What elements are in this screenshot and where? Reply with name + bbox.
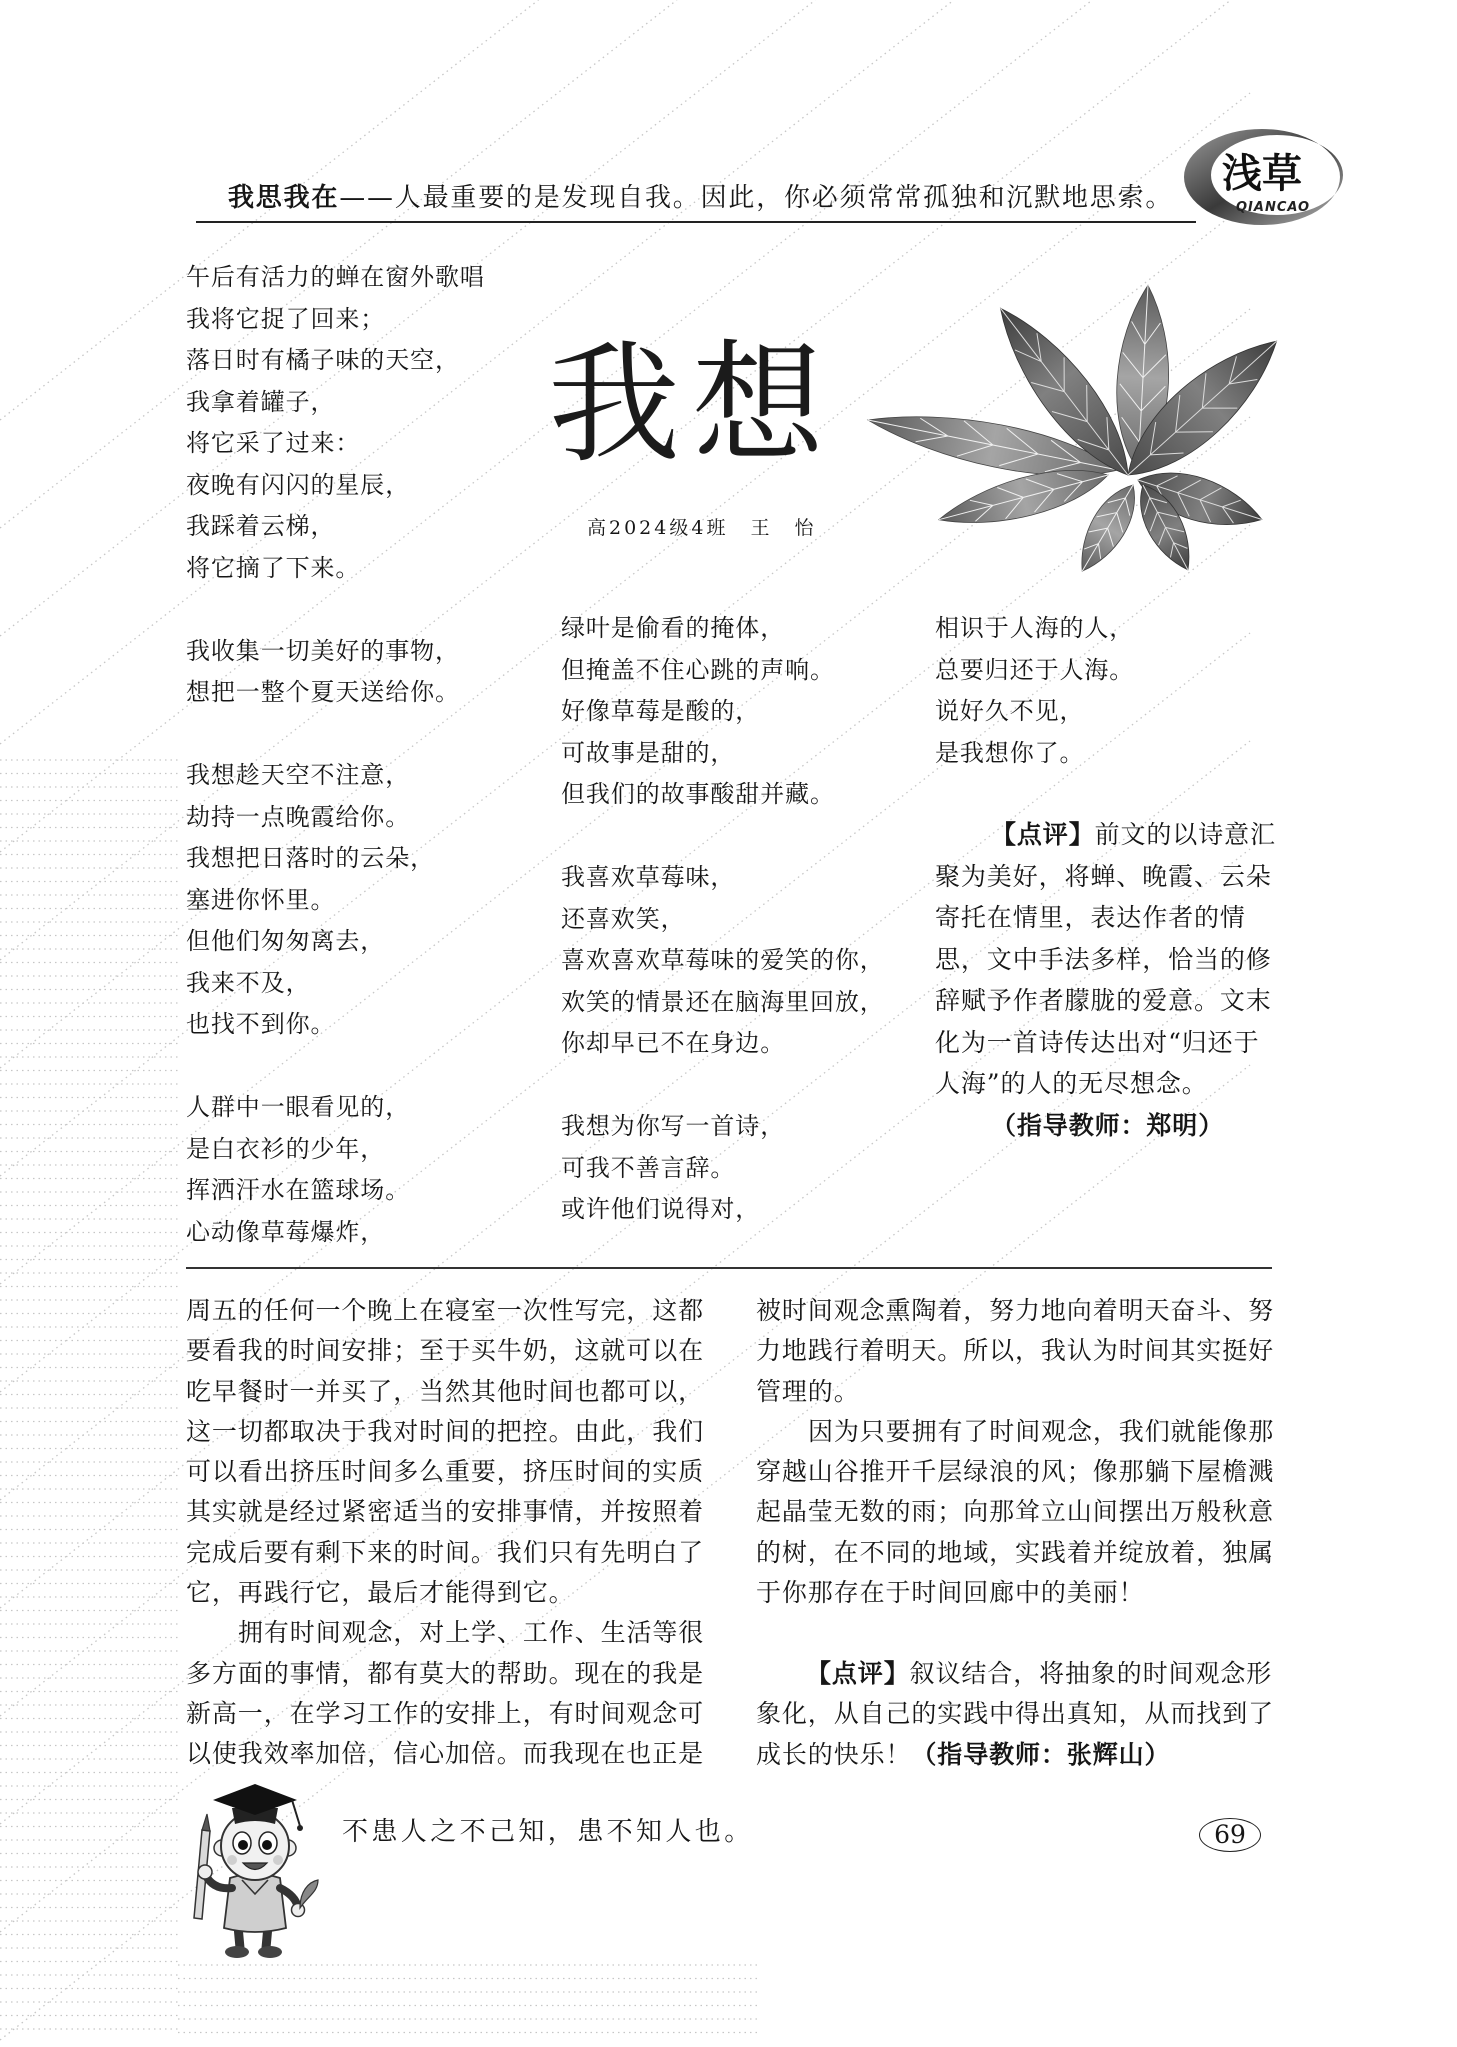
poem-line [561,816,885,858]
comment-teacher: （指导教师：郑明） [991,1110,1225,1140]
leaf-illustration [848,270,1288,580]
poem-line: 我踩着云梯， [186,512,336,540]
section-divider [186,1267,1272,1269]
footer-quote: 不患人之不己知，患不知人也。 [342,1817,754,1847]
poem-line: 挥洒汗水在篮球场。 [186,1176,411,1204]
poem-line: 但我们的故事酸甜并藏。 [561,780,835,808]
cartoon-student-illustration [180,1768,320,1958]
essay-line: 完成后要有剩下来的时间。我们只有先明白了 [186,1537,705,1567]
poem-line: 总要归还于人海。 [935,655,1135,684]
poem-line: 我喜欢草莓味， [561,863,736,891]
poem-line: 我想把日落时的云朵， [186,844,435,872]
essay-line: 管理的。 [756,1376,860,1406]
essay-comment [756,1654,1274,1775]
poem-line: 喜欢喜欢草莓味的爱笑的你， [561,946,885,974]
comment-body [935,856,1276,1105]
poem-column-1 [186,257,485,1253]
essay-line: 多方面的事情，都有莫大的帮助。现在的我是 [186,1658,705,1688]
essay-line: 以使我效率加倍，信心加倍。而我现在也正是 [186,1739,705,1769]
comment-line: 人海”的人的无尽想念。 [935,1069,1208,1098]
essay-column-left [186,1291,704,1775]
poem-line [186,589,485,631]
comment-first-line [935,814,1276,856]
poem-line: 还喜欢笑， [561,904,686,933]
column-name: 我思我在 [228,183,340,213]
comment-teacher: （指导教师：张辉山） [911,1739,1171,1769]
poem-line: 我来不及， [186,968,311,997]
poem-line [186,1046,485,1088]
essay-line: 其实就是经过紧密适当的安排事情，并按照着 [186,1497,705,1527]
poem-line: 绿叶是偷看的掩体， [561,614,786,642]
poem-line: 是我想你了。 [935,738,1085,767]
comment-label: 【点评】 [806,1659,910,1688]
comment-line: 寄托在情里，表达作者的情 [935,903,1246,932]
comment-line: 聚为美好，将蝉、晚霞、云朵 [935,861,1272,891]
poem-line: 可我不善言辞。 [561,1153,736,1182]
poem-line: 将它摘了下来。 [186,553,361,582]
poem-line: 我将它捉了回来； [186,304,386,333]
poem-line: 夜晚有闪闪的星辰， [186,470,411,499]
poem-comment [935,814,1276,1146]
comment-line: 辞赋予作者朦胧的爱意。文末 [935,986,1272,1015]
poem-line: 但掩盖不住心跳的声响。 [561,655,835,684]
poem-line: 我拿着罐子， [186,387,336,416]
poem-line: 劫持一点晚霞给你。 [186,802,411,831]
essay-line: 周五的任何一个晚上在寝室一次性写完，这都 [186,1296,705,1325]
poem-line: 是白衣衫的少年， [186,1134,386,1163]
poem-line [561,1065,885,1107]
comment-last-line [756,1735,1274,1775]
comment-line: 思，文中手法多样，恰当的修 [935,944,1272,974]
comment-text: 成长的快乐！ [756,1739,912,1769]
poem-line: 心动像草莓爆炸， [186,1217,386,1246]
poem-title: 我想 [548,328,836,482]
poem-line: 我收集一切美好的事物， [186,636,460,665]
essay-line: 被时间观念熏陶着，努力地向着明天奋斗、努 [756,1296,1275,1325]
poem-line: 人群中一眼看见的， [186,1093,411,1121]
poem-line: 或许他们说得对， [561,1195,761,1223]
poem-line: 可故事是甜的， [561,738,736,767]
essay-line: 可以看出挤压时间多么重要，挤压时间的实质 [186,1457,705,1487]
comment-label: 【点评】 [991,820,1095,849]
poem-column-3 [935,608,1134,774]
column-motto: ——人最重要的是发现自我。因此，你必须常常孤独和沉默地思索。 [339,183,1174,213]
poem-line: 想把一整个夏天送给你。 [186,678,460,706]
essay-line: 起晶莹无数的雨；向那耸立山间摆出万般秋意 [756,1497,1275,1527]
poem-line: 也找不到你。 [186,1010,336,1038]
poem-line [186,714,485,756]
logo-chinese: 浅草 [1222,151,1302,197]
comment-line: 象化，从自己的实践中得出真知，从而找到了 [756,1699,1275,1729]
poem-line: 欢笑的情景还在脑海里回放， [561,987,885,1016]
comment-line: 化为一首诗传达出对“归还于 [935,1027,1260,1057]
poem-column-2 [561,608,885,1231]
poem-line: 我想趁天空不注意， [186,761,411,789]
essay-line: 新高一，在学习工作的安排上，有时间观念可 [186,1698,705,1728]
poem-line: 将它采了过来： [186,429,361,457]
essay-line: 拥有时间观念，对上学、工作、生活等很 [238,1618,705,1648]
essay-line: 穿越山谷推开千层绿浪的风；像那躺下屋檐溅 [756,1457,1275,1487]
logo-pinyin: QIANCAO [1236,200,1311,215]
comment-text: 前文的以诗意汇 [1094,820,1276,849]
poem-line: 相识于人海的人， [935,614,1135,642]
essay-line: 吃早餐时一并买了，当然其他时间也都可以， [186,1376,705,1406]
page-number: 69 [1199,1818,1261,1852]
poem-line: 但他们匆匆离去， [186,927,386,955]
column-header [228,181,1173,215]
poem-line: 我想为你写一首诗， [561,1112,786,1140]
magazine-logo [1180,125,1350,230]
poem-author: 高2024级4班 王 怡 [587,517,817,539]
poem-line: 你却早已不在身边。 [561,1029,786,1057]
essay-line: 它，再践行它，最后才能得到它。 [186,1578,575,1608]
essay-line: 于你那存在于时间回廊中的美丽！ [756,1578,1145,1608]
comment-first-line [756,1654,1274,1694]
poem-line: 落日时有橘子味的天空， [186,346,460,374]
essay-line: 力地践行着明天。所以，我认为时间其实挺好 [756,1336,1275,1366]
header-rule [196,221,1196,223]
poem-line: 好像草莓是酸的， [561,697,761,725]
leaf-icon [300,1880,318,1908]
essay-line: 这一切都取决于我对时间的把控。由此，我们 [186,1416,705,1446]
essay-column-right [756,1291,1274,1613]
poem-line: 午后有活力的蝉在窗外歌唱 [186,263,485,291]
essay-line: 的树，在不同的地域，实践着并绽放着，独属 [756,1537,1275,1567]
essay-line: 要看我的时间安排；至于买牛奶，这就可以在 [186,1336,705,1366]
essay-line: 因为只要拥有了时间观念，我们就能像那 [808,1416,1275,1446]
poem-line: 塞进你怀里。 [186,885,336,914]
comment-text: 叙议结合，将抽象的时间观念形 [909,1659,1273,1688]
poem-line: 说好久不见， [935,697,1085,725]
